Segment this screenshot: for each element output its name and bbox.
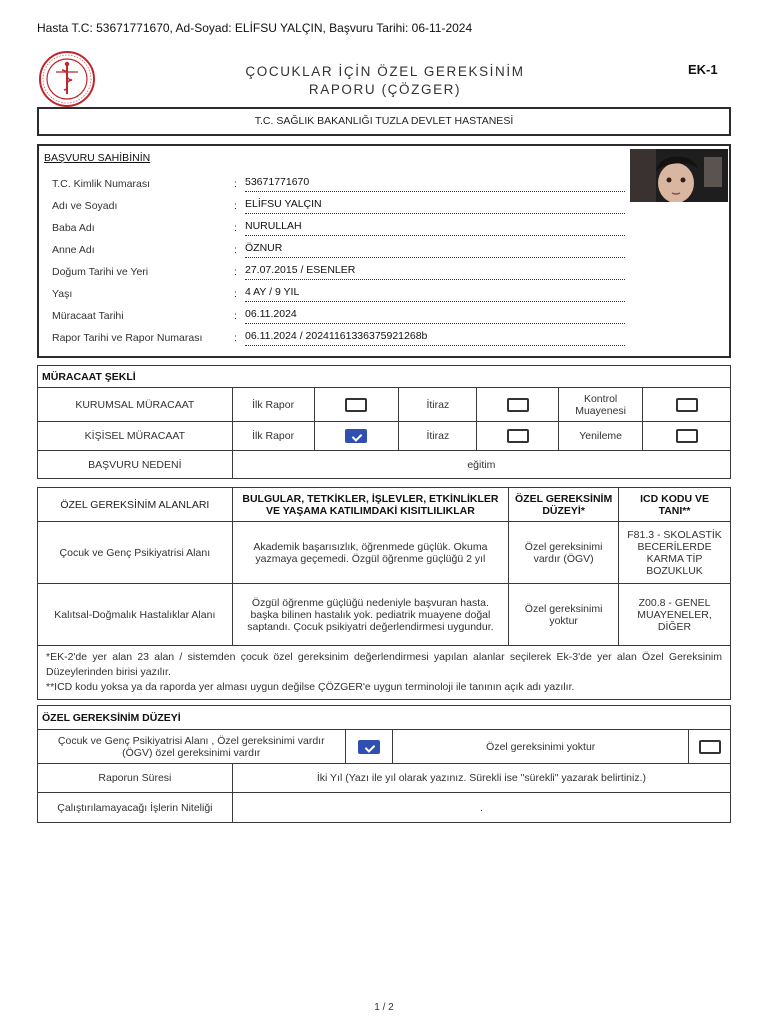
duration-value: İki Yıl (Yazı ile yıl olarak yazınız. Sürekli ise "sürekli" yazarak belirtiniz.) <box>232 764 730 793</box>
level-table <box>37 705 731 764</box>
footnote-2: **ICD kodu yoksa ya da raporda yer alması uygun değilse ÇÖZGER'e uygun terminoloji ile tanının açık adı yazılır. <box>46 681 575 693</box>
age-label: Yaşı <box>52 288 73 300</box>
level-section-title: ÖZEL GEREKSİNİM DÜZEYİ <box>38 706 731 730</box>
ministry-logo <box>38 50 96 108</box>
name-value: ELİFSU YALÇIN <box>245 198 625 214</box>
application-section-title: MÜRACAAT ŞEKLİ <box>38 366 731 388</box>
duration-table <box>37 763 731 823</box>
col-icd-header: ICD KODU VE TANI** <box>619 488 731 522</box>
col-level-header: ÖZEL GEREKSİNİM DÜZEYİ* <box>509 488 619 522</box>
pers-first-checkbox[interactable] <box>345 429 367 443</box>
col-findings-header: BULGULAR, TETKİKLER, İŞLEVLER, ETKİNLİKLER VE YAŞAMA KATILIMDAKİ KISITLILIKLAR <box>232 488 508 522</box>
duration-label: Raporun Süresi <box>38 764 233 793</box>
application-date-label: Müracaat Tarihi <box>52 310 124 322</box>
colon: : <box>234 288 237 300</box>
control-exam-label: Kontrol Muayenesi <box>559 388 643 422</box>
patient-info-line: Hasta T.C: 53671771670, Ad-Soyad: ELİFSU YALÇIN, Başvuru Tarihi: 06-11-2024 <box>37 21 473 35</box>
applicant-section-title: BAŞVURU SAHİBİNİN <box>44 152 151 164</box>
need-findings: Akademik başarısızlık, öğrenmede güçlük. Okuma yazmaya geçemedi. Özgül öğrenme güçlüğü 2 yıl <box>232 522 508 584</box>
report-number-value: 06.11.2024 / 20241161336375921268b <box>245 330 625 346</box>
checkbox-cell <box>643 388 731 422</box>
tc-label: T.C. Kimlik Numarası <box>52 178 151 190</box>
reason-value: eğitim <box>232 451 730 479</box>
colon: : <box>234 178 237 190</box>
personal-label: KİŞİSEL MÜRACAAT <box>38 422 233 451</box>
has-need-text: Çocuk ve Genç Psikiyatrisi Alanı , Özel gereksinimi vardır (ÖGV) özel gereksinimi vardır <box>38 730 346 764</box>
objection-label: İtiraz <box>399 388 477 422</box>
name-label: Adı ve Soyadı <box>52 200 118 212</box>
report-title <box>180 63 590 99</box>
hospital-name: T.C. SAĞLIK BAKANLIĞI TUZLA DEVLET HASTANESİ <box>37 107 731 136</box>
need-icd: F81.3 - SKOLASTİK BECERİLERDE KARMA TİP BOZUKLUK <box>619 522 731 584</box>
institutional-label: KURUMSAL MÜRACAAT <box>38 388 233 422</box>
report-title-line2: RAPORU (ÇÖZGER) <box>308 82 462 97</box>
colon: : <box>234 200 237 212</box>
jobs-value: . <box>232 793 730 823</box>
renewal-label: Yenileme <box>559 422 643 451</box>
report-number-label: Rapor Tarihi ve Rapor Numarası <box>52 332 203 344</box>
mother-label: Anne Adı <box>52 244 95 256</box>
report-title-line1: ÇOCUKLAR İÇİN ÖZEL GEREKSİNİM <box>245 64 525 79</box>
needs-table <box>37 487 731 700</box>
footnotes <box>38 646 731 700</box>
checkbox-cell <box>477 388 559 422</box>
age-value: 4 AY / 9 YIL <box>245 286 625 302</box>
colon: : <box>234 244 237 256</box>
form-code: EK-1 <box>688 62 718 77</box>
inst-objection-checkbox[interactable] <box>507 398 529 412</box>
colon: : <box>234 310 237 322</box>
reason-label: BAŞVURU NEDENİ <box>38 451 233 479</box>
page-number: 1 / 2 <box>374 1002 394 1013</box>
objection-label: İtiraz <box>399 422 477 451</box>
need-area: Kalıtsal-Doğmalık Hastalıklar Alanı <box>38 584 233 646</box>
has-need-checkbox[interactable] <box>358 740 380 754</box>
applicant-photo <box>630 149 728 202</box>
need-level: Özel gereksinimi yoktur <box>509 584 619 646</box>
checkbox-cell <box>643 422 731 451</box>
need-level: Özel gereksinimi vardır (ÖGV) <box>509 522 619 584</box>
inst-first-checkbox[interactable] <box>345 398 367 412</box>
tc-value: 53671771670 <box>245 176 625 192</box>
colon: : <box>234 266 237 278</box>
no-need-checkbox[interactable] <box>699 740 721 754</box>
father-value: NURULLAH <box>245 220 625 236</box>
first-report-label: İlk Rapor <box>232 422 314 451</box>
first-report-label: İlk Rapor <box>232 388 314 422</box>
application-table <box>37 365 731 479</box>
colon: : <box>234 222 237 234</box>
no-need-text: Özel gereksinimi yoktur <box>393 730 689 764</box>
birth-label: Doğum Tarihi ve Yeri <box>52 266 149 278</box>
mother-value: ÖZNUR <box>245 242 625 258</box>
applicant-section <box>37 144 731 358</box>
footnote-1: *EK-2'de yer alan 23 alan / sistemden çocuk özel gereksinim değerlendirmesi yapılan alanlar seçilerek Ek-3'de yer alan Özel Gereksinim Düzeylerinden birisi yazılır. <box>46 651 722 678</box>
checkbox-cell <box>477 422 559 451</box>
colon: : <box>234 332 237 344</box>
col-area-header: ÖZEL GEREKSİNİM ALANLARI <box>38 488 233 522</box>
checkbox-cell <box>314 388 399 422</box>
father-label: Baba Adı <box>52 222 95 234</box>
birth-value: 27.07.2015 / ESENLER <box>245 264 625 280</box>
application-date-value: 06.11.2024 <box>245 308 625 324</box>
pers-objection-checkbox[interactable] <box>507 429 529 443</box>
need-findings: Özgül öğrenme güçlüğü nedeniyle başvuran hasta. başka bilinen hastalık yok. pediatrik muayene doğal saptandı. Çocuk psikiyatri değerlendirmesi uygundur. <box>232 584 508 646</box>
need-area: Çocuk ve Genç Psikiyatrisi Alanı <box>38 522 233 584</box>
jobs-label: Çalıştırılamayacağı İşlerin Niteliği <box>38 793 233 823</box>
checkbox-cell <box>689 730 731 764</box>
inst-control-checkbox[interactable] <box>676 398 698 412</box>
pers-renewal-checkbox[interactable] <box>676 429 698 443</box>
need-icd: Z00.8 - GENEL MUAYENELER, DİĞER <box>619 584 731 646</box>
checkbox-cell <box>314 422 399 451</box>
checkbox-cell <box>345 730 393 764</box>
